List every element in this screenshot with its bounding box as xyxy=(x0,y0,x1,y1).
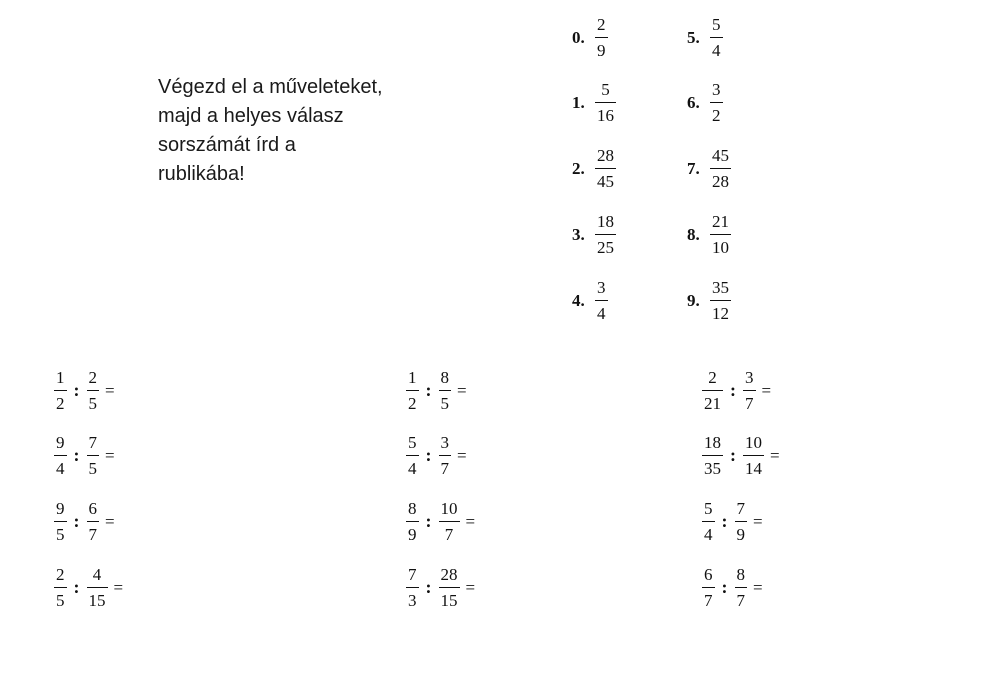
exercise-11 xyxy=(702,498,763,545)
numerator: 5 xyxy=(601,80,610,99)
answer-option-5 xyxy=(687,14,723,61)
division-sign: : xyxy=(425,445,432,465)
exercise-1 xyxy=(54,367,115,414)
numerator: 6 xyxy=(88,499,97,518)
instructions-text: Végezd el a műveleteket, majd a helyes válasz sorszámát írd a rublikába! xyxy=(158,76,383,185)
divisor-fraction xyxy=(87,432,100,479)
answer-fraction xyxy=(595,211,616,258)
answer-number: 5. xyxy=(687,27,700,47)
dividend-fraction xyxy=(702,367,723,414)
denominator: 4 xyxy=(595,300,608,324)
division-sign: : xyxy=(730,445,736,465)
equals-sign: = xyxy=(465,577,476,597)
dividend-fraction xyxy=(54,498,67,545)
exercise-4 xyxy=(54,564,123,611)
divisor-fraction xyxy=(87,498,100,545)
numerator: 7 xyxy=(736,499,745,518)
answer-fraction xyxy=(595,145,616,192)
answer-number: 2. xyxy=(572,158,585,178)
answer-number: 6. xyxy=(687,92,700,112)
exercise-7 xyxy=(406,498,475,545)
answer-option-4 xyxy=(572,277,608,324)
divisor-fraction xyxy=(743,367,756,414)
numerator: 8 xyxy=(440,368,449,387)
denominator: 5 xyxy=(87,455,100,479)
numerator: 10 xyxy=(440,499,458,518)
equals-sign: = xyxy=(753,577,763,597)
dividend-fraction xyxy=(406,367,419,414)
answer-fraction xyxy=(595,79,616,126)
numerator: 4 xyxy=(92,565,102,584)
divisor-fraction xyxy=(439,564,460,611)
numerator: 5 xyxy=(408,433,417,452)
divisor-fraction xyxy=(439,498,460,545)
numerator: 7 xyxy=(88,433,97,452)
denominator: 35 xyxy=(702,455,723,479)
division-sign: : xyxy=(721,577,728,597)
answer-fraction xyxy=(595,14,608,61)
numerator: 9 xyxy=(56,499,65,518)
numerator: 2 xyxy=(56,565,65,584)
denominator: 9 xyxy=(406,521,419,545)
dividend-fraction xyxy=(54,367,67,414)
exercise-6 xyxy=(406,432,467,479)
answer-option-0 xyxy=(572,14,608,61)
denominator: 28 xyxy=(710,168,731,192)
denominator: 7 xyxy=(439,521,460,545)
answer-number: 9. xyxy=(687,290,700,310)
exercise-9 xyxy=(702,367,771,414)
divisor-fraction xyxy=(735,564,748,611)
divisor-fraction xyxy=(439,367,452,414)
denominator: 7 xyxy=(735,587,748,611)
answer-option-1 xyxy=(572,79,616,126)
dividend-fraction xyxy=(702,564,715,611)
numerator: 3 xyxy=(712,80,721,99)
denominator: 5 xyxy=(439,390,452,414)
equals-sign: = xyxy=(457,445,467,465)
equals-sign: = xyxy=(105,380,115,400)
answer-fraction xyxy=(710,145,731,192)
exercise-5 xyxy=(406,367,467,414)
division-sign: : xyxy=(73,511,80,531)
division-sign: : xyxy=(721,511,728,531)
division-sign: : xyxy=(425,380,432,400)
answer-option-8 xyxy=(687,211,731,258)
denominator: 10 xyxy=(710,234,731,258)
answer-option-6 xyxy=(687,79,723,126)
denominator: 16 xyxy=(595,102,616,126)
answer-option-9 xyxy=(687,277,731,324)
answer-number: 7. xyxy=(687,158,700,178)
divisor-fraction xyxy=(735,498,748,545)
divisor-fraction xyxy=(439,432,452,479)
denominator: 15 xyxy=(87,587,108,611)
answer-fraction xyxy=(710,211,731,258)
numerator: 1 xyxy=(408,368,417,387)
division-sign: : xyxy=(730,380,736,400)
numerator: 8 xyxy=(408,499,417,518)
answer-fraction xyxy=(710,79,723,126)
answer-number: 0. xyxy=(572,27,585,47)
answer-number: 3. xyxy=(572,224,585,244)
dividend-fraction xyxy=(702,432,723,479)
numerator: 3 xyxy=(440,433,449,452)
answer-option-7 xyxy=(687,145,731,192)
division-sign: : xyxy=(425,577,432,597)
denominator: 7 xyxy=(87,521,100,545)
denominator: 2 xyxy=(54,390,67,414)
denominator: 7 xyxy=(439,455,452,479)
equals-sign: = xyxy=(105,445,115,465)
denominator: 14 xyxy=(743,455,764,479)
dividend-fraction xyxy=(406,498,419,545)
denominator: 5 xyxy=(87,390,100,414)
denominator: 4 xyxy=(406,455,419,479)
numerator: 8 xyxy=(736,565,745,584)
numerator: 2 xyxy=(708,368,717,387)
numerator: 18 xyxy=(597,212,614,231)
numerator: 1 xyxy=(56,368,65,387)
exercise-2 xyxy=(54,432,115,479)
division-sign: : xyxy=(73,380,80,400)
denominator: 15 xyxy=(439,587,460,611)
dividend-fraction xyxy=(54,432,67,479)
exercise-12 xyxy=(702,564,763,611)
answer-number: 8. xyxy=(687,224,700,244)
answer-fraction xyxy=(595,277,608,324)
numerator: 10 xyxy=(745,433,762,452)
denominator: 7 xyxy=(702,587,715,611)
denominator: 5 xyxy=(54,587,67,611)
divisor-fraction xyxy=(87,564,108,611)
numerator: 45 xyxy=(712,146,729,165)
answer-option-2 xyxy=(572,145,616,192)
equals-sign: = xyxy=(770,445,780,465)
denominator: 3 xyxy=(406,587,419,611)
equals-sign: = xyxy=(105,511,115,531)
numerator: 6 xyxy=(704,565,713,584)
numerator: 2 xyxy=(597,15,606,34)
exercise-10 xyxy=(702,432,780,479)
numerator: 18 xyxy=(704,433,721,452)
answer-fraction xyxy=(710,277,731,324)
answer-option-3 xyxy=(572,211,616,258)
denominator: 21 xyxy=(702,390,723,414)
divisor-fraction xyxy=(743,432,764,479)
division-sign: : xyxy=(73,445,80,465)
denominator: 7 xyxy=(743,390,756,414)
numerator: 35 xyxy=(712,278,729,297)
numerator: 28 xyxy=(597,146,614,165)
denominator: 12 xyxy=(710,300,731,324)
numerator: 5 xyxy=(704,499,713,518)
numerator: 5 xyxy=(712,15,721,34)
exercise-8 xyxy=(406,564,475,611)
equals-sign: = xyxy=(753,511,763,531)
division-sign: : xyxy=(425,511,432,531)
denominator: 2 xyxy=(710,102,723,126)
answer-number: 4. xyxy=(572,290,585,310)
divisor-fraction xyxy=(87,367,100,414)
answer-fraction xyxy=(710,14,723,61)
numerator: 28 xyxy=(440,565,458,584)
equals-sign: = xyxy=(457,380,467,400)
answer-number: 1. xyxy=(572,92,585,112)
dividend-fraction xyxy=(406,432,419,479)
denominator: 4 xyxy=(702,521,715,545)
numerator: 7 xyxy=(408,565,417,584)
denominator: 45 xyxy=(595,168,616,192)
denominator: 5 xyxy=(54,521,67,545)
equals-sign: = xyxy=(465,511,476,531)
dividend-fraction xyxy=(54,564,67,611)
dividend-fraction xyxy=(406,564,419,611)
numerator: 3 xyxy=(745,368,754,387)
equals-sign: = xyxy=(761,380,772,400)
equals-sign: = xyxy=(113,577,124,597)
denominator: 9 xyxy=(595,37,608,61)
numerator: 21 xyxy=(712,212,729,231)
numerator: 9 xyxy=(56,433,65,452)
numerator: 3 xyxy=(597,278,606,297)
division-sign: : xyxy=(73,577,80,597)
denominator: 4 xyxy=(54,455,67,479)
denominator: 4 xyxy=(710,37,723,61)
numerator: 2 xyxy=(88,368,97,387)
dividend-fraction xyxy=(702,498,715,545)
exercise-3 xyxy=(54,498,115,545)
denominator: 25 xyxy=(595,234,616,258)
denominator: 9 xyxy=(735,521,748,545)
denominator: 2 xyxy=(406,390,419,414)
